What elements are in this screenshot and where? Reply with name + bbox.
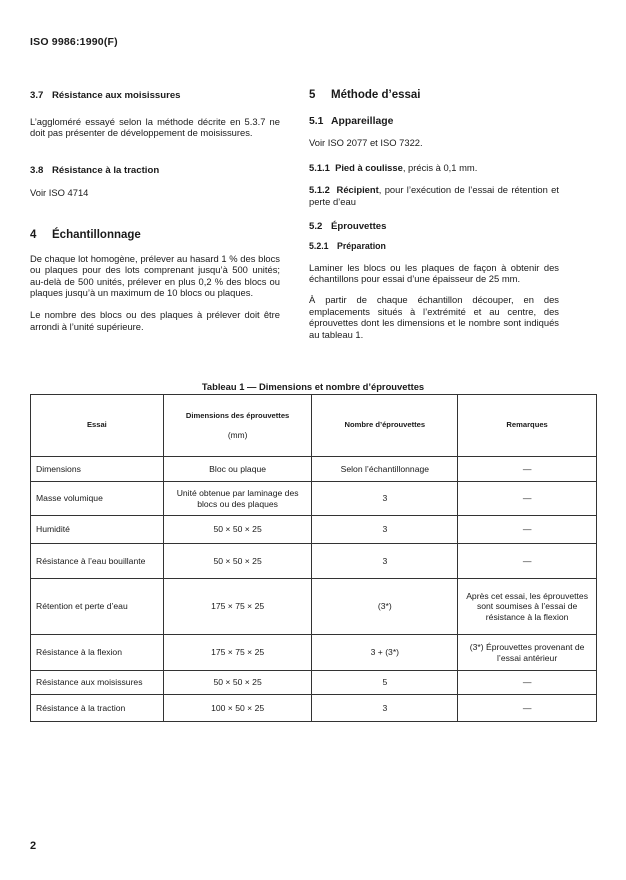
table-row xyxy=(31,671,597,695)
cell-essai: Masse volumique xyxy=(31,482,164,516)
cell-dimensions: Bloc ou plaque xyxy=(163,457,312,482)
cell-dimensions: 50 × 50 × 25 xyxy=(163,516,312,544)
cell-dimensions: 175 × 75 × 25 xyxy=(163,579,312,635)
cell-dimensions: 50 × 50 × 25 xyxy=(163,544,312,579)
paragraph-5-1: Voir ISO 2077 et ISO 7322. xyxy=(309,137,423,149)
cell-remarques: — xyxy=(458,695,597,722)
page-number: 2 xyxy=(30,840,37,852)
paragraph-5-2-1-a: Laminer les blocs ou les plaques de façon à obtenir des échantillons pour essai d’une épaisseur de 25 mm. xyxy=(309,261,559,285)
paragraph-5-1-1: 5.1.1 Pied à coulisse, précis à 0,1 mm. xyxy=(309,161,478,173)
heading-3-8: 3.8 Résistance à la traction xyxy=(30,164,160,176)
paragraph-3-7: L’aggloméré essayé selon la méthode décrite en 5.3.7 ne doit pas présenter de développement de moisissures. xyxy=(30,115,280,139)
heading-3-7: 3.7 Résistance aux moisissures xyxy=(30,90,181,101)
dimensions-table xyxy=(30,394,597,722)
table-row xyxy=(31,635,597,671)
cell-essai: Résistance aux moisissures xyxy=(31,671,164,695)
cell-dimensions: 100 × 50 × 25 xyxy=(163,695,312,722)
table-caption: Tableau 1 — Dimensions et nombre d’éprouvettes xyxy=(201,381,425,392)
cell-essai: Humidité xyxy=(31,516,164,544)
cell-remarques: — xyxy=(458,457,597,482)
cell-remarques: — xyxy=(458,516,597,544)
cell-nombre: 3 + (3*) xyxy=(312,635,458,671)
document-header: ISO 9986:1990(F) xyxy=(30,36,118,48)
cell-dimensions: 50 × 50 × 25 xyxy=(163,671,312,695)
heading-5-2-1: 5.2.1 Préparation xyxy=(309,241,386,252)
cell-remarques: — xyxy=(458,671,597,695)
table-row xyxy=(31,695,597,722)
cell-essai: Rétention et perte d’eau xyxy=(31,579,164,635)
cell-dimensions: Unité obtenue par laminage des blocs ou des plaques xyxy=(163,482,312,516)
paragraph-5-2-1-b: À partir de chaque échantillon découper, en des emplacements situés à l’extrémité et au centre, des éprouvettes dont les dimensions et le nombre sont indiqués au tableau 1. xyxy=(309,293,559,340)
cell-remarques: (3*) Éprouvettes provenant de l’essai antérieur xyxy=(458,635,597,671)
left-column xyxy=(30,90,280,332)
heading-5-1: 5.1 Appareillage xyxy=(309,115,394,127)
header-dimensions xyxy=(163,395,312,457)
paragraph-5-1-2: 5.1.2 Récipient, pour l’exécution de l’essai de rétention et perte d’eau xyxy=(309,184,559,207)
header-remarques: Remarques xyxy=(458,395,597,457)
cell-essai: Résistance à la traction xyxy=(31,695,164,722)
cell-nombre: Selon l’échantillonnage xyxy=(312,457,458,482)
table-row xyxy=(31,579,597,635)
heading-5-2: 5.2 Éprouvettes xyxy=(309,220,387,232)
cell-essai: Résistance à la flexion xyxy=(31,635,164,671)
paragraph-3-8: Voir ISO 4714 xyxy=(30,187,89,199)
cell-nombre: 3 xyxy=(312,544,458,579)
header-essai: Essai xyxy=(31,395,164,457)
header-dimensions-unit: (mm) xyxy=(227,430,248,440)
heading-4: 4 Échantillonnage xyxy=(30,228,141,241)
cell-nombre: 3 xyxy=(312,482,458,516)
cell-remarques: — xyxy=(458,482,597,516)
cell-dimensions: 175 × 75 × 25 xyxy=(163,635,312,671)
cell-essai: Résistance à l’eau bouillante xyxy=(31,544,164,579)
table-row xyxy=(31,457,597,482)
right-column xyxy=(309,90,559,340)
paragraph-4-1: De chaque lot homogène, prélever au hasard 1 % des blocs ou plaques pour des lots comprenant jusqu’à 500 unités; au-delà de 500 unités, prélever en plus 0,2 % des blocs ou plaques jusqu’à un maximum de 10 blocs ou plaques. xyxy=(30,252,280,299)
header-dimensions-label: Dimensions des éprouvettes xyxy=(185,410,290,420)
table-row xyxy=(31,482,597,516)
table-row xyxy=(31,544,597,579)
cell-essai: Dimensions xyxy=(31,457,164,482)
table-header-row xyxy=(31,395,597,457)
table-row xyxy=(31,516,597,544)
cell-nombre: 5 xyxy=(312,671,458,695)
cell-nombre: (3*) xyxy=(312,579,458,635)
cell-remarques: Après cet essai, les éprouvettes sont soumises à l’essai de résistance à la flexion xyxy=(458,579,597,635)
header-nombre: Nombre d’éprouvettes xyxy=(312,395,458,457)
heading-5: 5 Méthode d’essai xyxy=(309,89,421,101)
paragraph-4-2: Le nombre des blocs ou des plaques à prélever doit être arrondi à l’unité supérieure. xyxy=(30,308,280,332)
cell-remarques: — xyxy=(458,544,597,579)
cell-nombre: 3 xyxy=(312,695,458,722)
cell-nombre: 3 xyxy=(312,516,458,544)
